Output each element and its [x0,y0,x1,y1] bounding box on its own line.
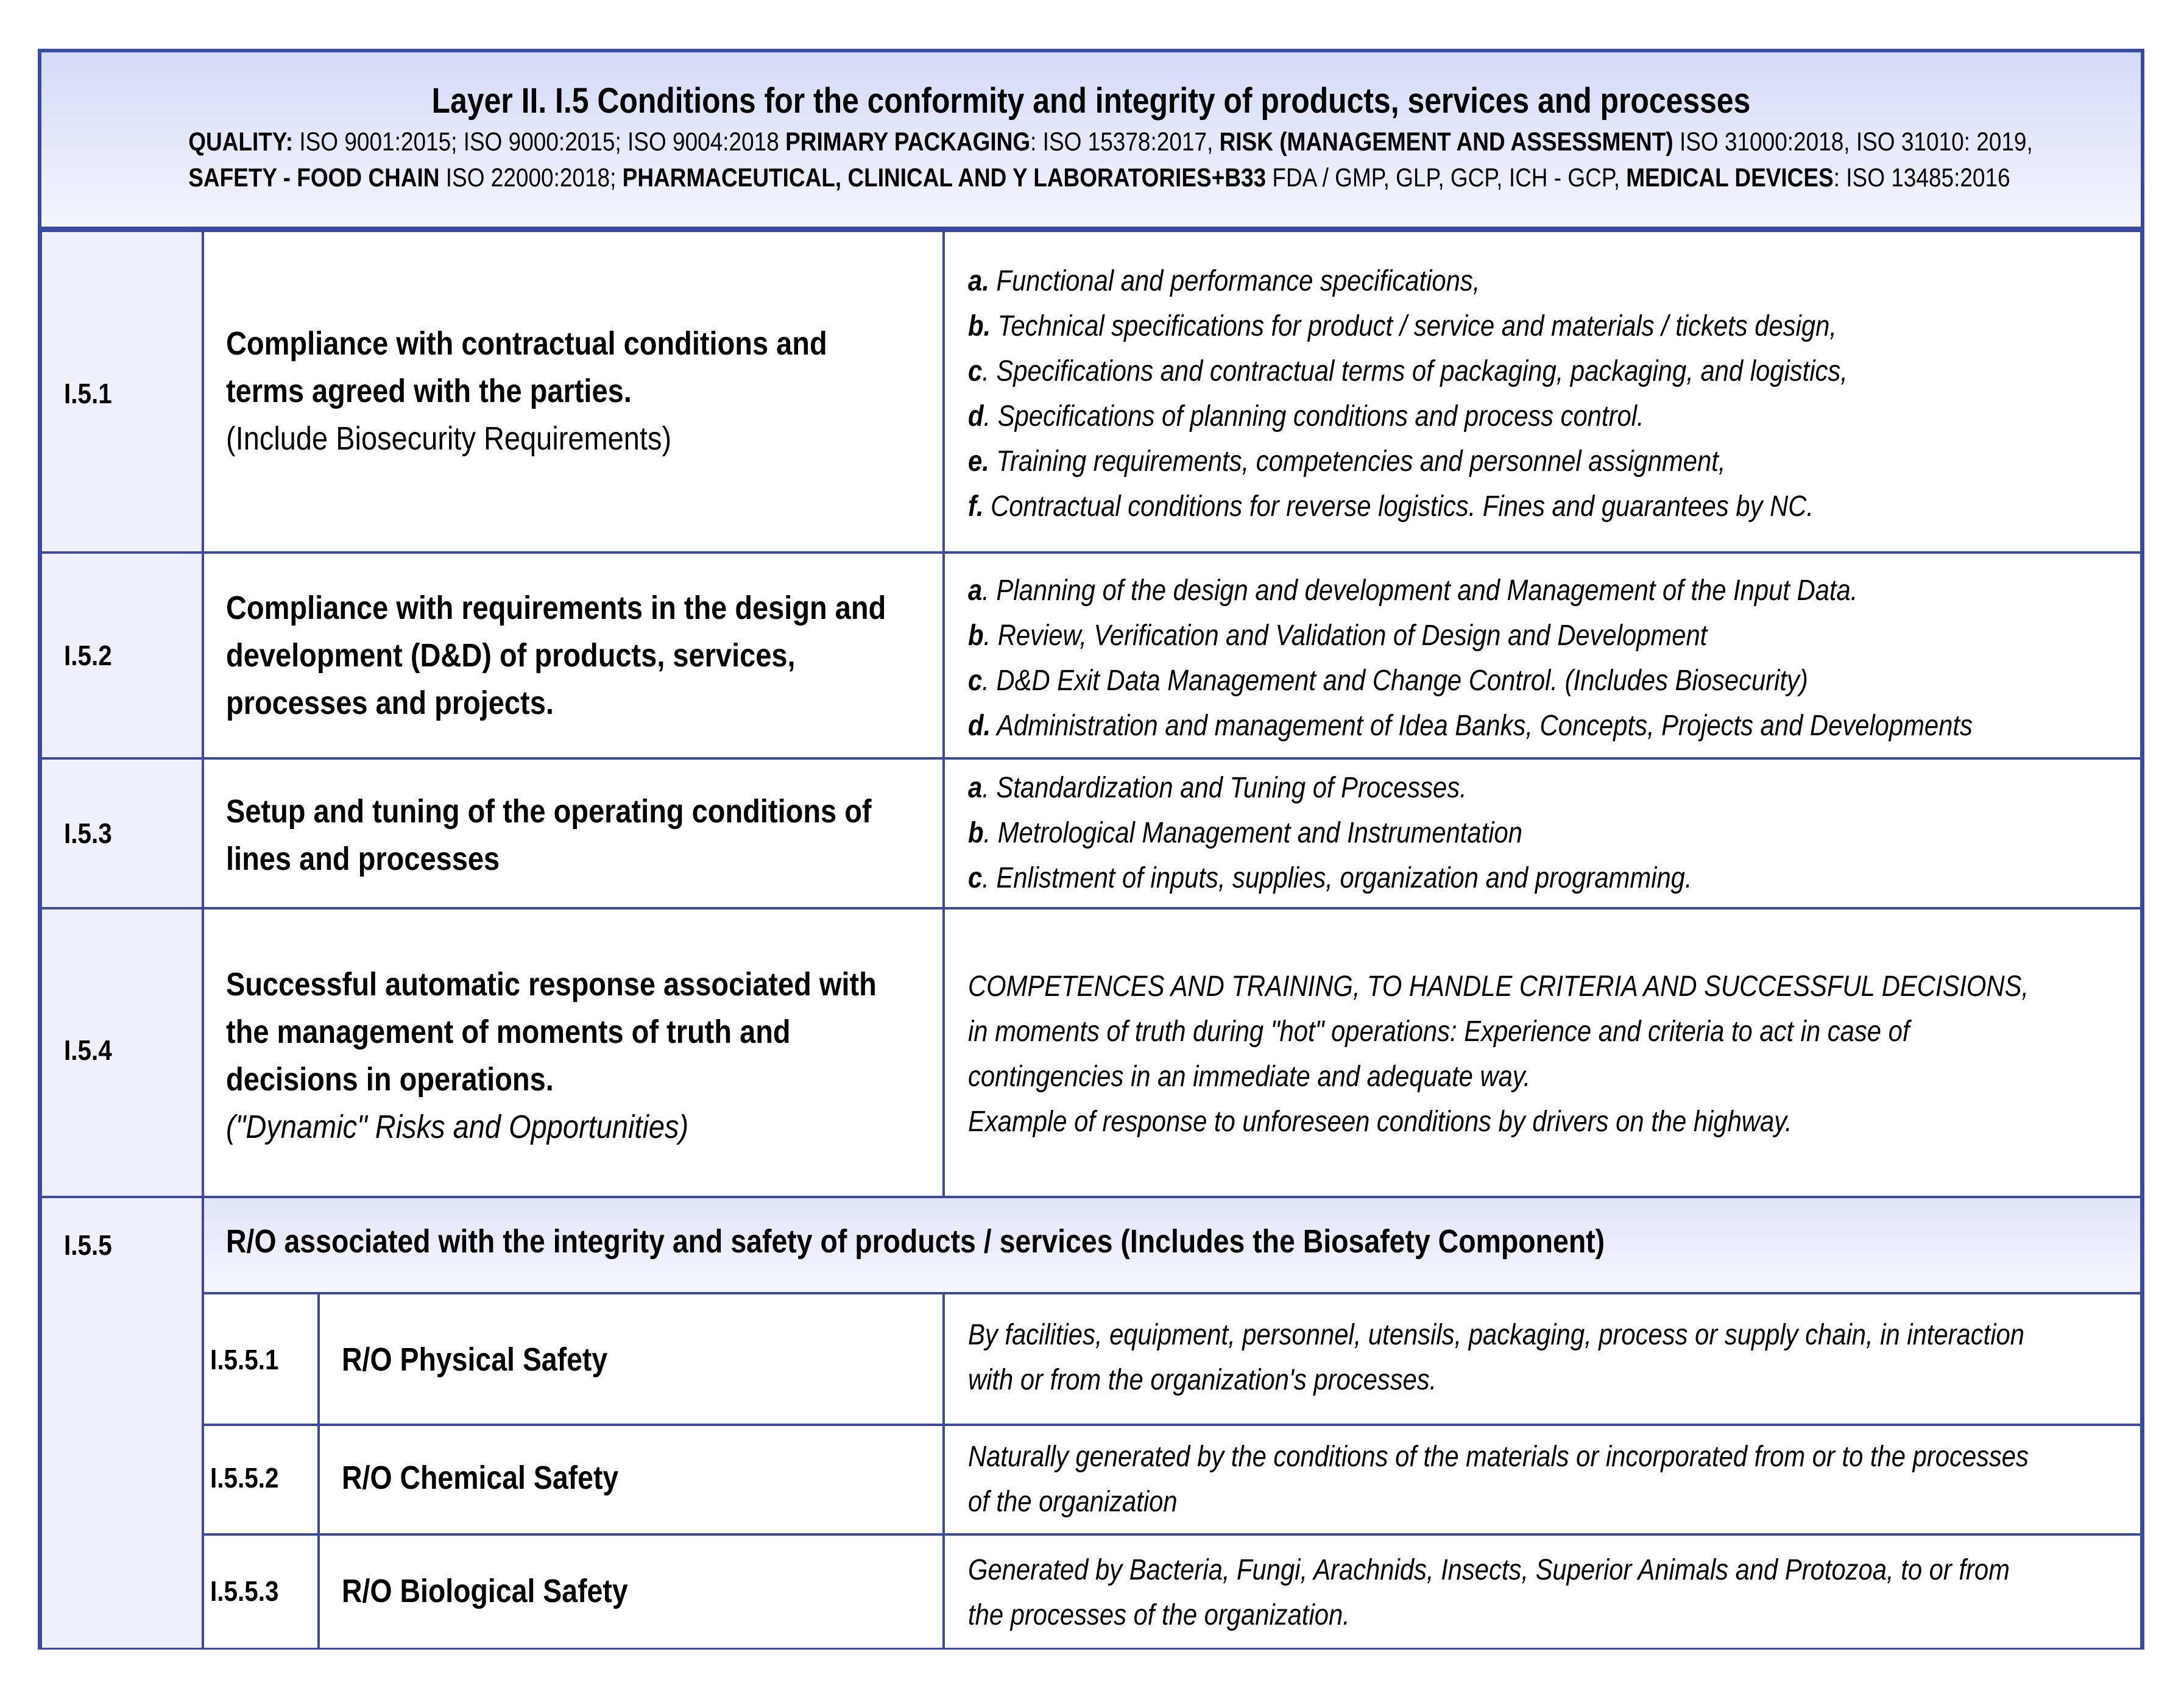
description-cell [943,552,2142,759]
description-text: Generated by Bacteria, Fungi, Arachnids, Insects, Superior Animals and Protozoa, to or from the processes of the organization. [968,1554,2010,1631]
list-item: f. Contractual conditions for reverse logistics. Fines and guarantees by NC. [968,490,1814,523]
subrow-id: I.5.5.3 [210,1575,279,1607]
item-list [968,766,2028,901]
topic-text: Setup and tuning of the operating conditions of lines and processes [226,793,872,877]
list-item: b. Technical specifications for product / service and materials / tickets design, [968,310,1837,342]
subrow-id: I.5.5.1 [210,1344,279,1375]
topic-note: ("Dynamic" Risks and Opportunities) [226,1109,689,1145]
topic-text: Compliance with contractual conditions and terms agreed with the parties. (Include Biosecurity Requirements) [226,320,915,462]
topic-cell [202,758,944,909]
standards-line-2: SAFETY - FOOD CHAIN ISO 22000:2018; PHARMACEUTICAL, CLINICAL AND Y LABORATORIES+B33 FDA / GMP, GLP, GCP, ICH - GCP, MEDICAL DEVICES: ISO 13485:2016 [188,163,2010,192]
topic-cell [202,908,944,1198]
topic-note: (Include Biosecurity Requirements) [226,420,672,457]
description-text: Naturally generated by the conditions of the materials or incorporated from or to the processes of the organization [968,1441,2029,1518]
section-title: R/O associated with the integrity and safety of products / services (Includes the Biosafety Component) [226,1223,1605,1260]
topic-cell [202,552,944,759]
description-cell [943,1293,2142,1425]
subtopic-cell [318,1424,944,1535]
subrow-id-cell [202,1424,319,1535]
subrow-id: I.5.5.2 [210,1462,279,1494]
item-list [968,568,2028,749]
description-cell [943,1424,2142,1535]
list-item: d. Administration and management of Idea Banks, Concepts, Projects and Developments [968,710,1973,742]
row-id: I.5.1 [64,378,112,409]
page-title: Layer II. I.5 Conditions for the conformity and integrity of products, services and processes [431,81,1751,121]
paragraph: COMPETENCES AND TRAINING, TO HANDLE CRITERIA AND SUCCESSFUL DECISIONS, in moments of truth during "hot" operations: Experience and criteria to act in case of contingencies in an immediate and adequate way. Example of response to unforeseen conditions by drivers on the highway. [968,970,2029,1138]
topic-text: Compliance with requirements in the design and development (D&D) of products, services, processes and projects. [226,590,886,721]
section-title-band [202,1196,2142,1294]
list-item: a. Standardization and Tuning of Processes. [968,772,1467,804]
description-cell [943,230,2142,553]
row-id: I.5.4 [64,1034,112,1066]
subtopic-text: R/O Chemical Safety [342,1460,619,1496]
list-item: b. Metrological Management and Instrumentation [968,817,1522,849]
list-item: d. Specifications of planning conditions and process control. [968,400,1644,432]
description-cell [943,908,2142,1198]
list-item: c. Specifications and contractual terms of packaging, packaging, and logistics, [968,355,1848,387]
header-band [38,49,2144,230]
row-id-cell [40,1196,203,1650]
list-item: e. Training requirements, competencies and personnel assignment, [968,445,1726,478]
row-id: I.5.2 [64,640,112,671]
list-item: a. Functional and performance specifications, [968,265,1480,297]
subrow-id-cell [202,1534,319,1650]
item-list [968,259,2028,529]
subtopic-text: R/O Biological Safety [342,1573,628,1609]
subrow-id-cell [202,1293,319,1425]
description-cell [943,758,2142,909]
list-item: c. D&D Exit Data Management and Change Control. (Includes Biosecurity) [968,665,1808,697]
subtopic-cell [318,1293,944,1425]
row-id-cell [40,230,203,553]
list-item: c. Enlistment of inputs, supplies, organization and programming. [968,862,1692,894]
row-id-cell [40,552,203,759]
row-id-cell [40,908,203,1198]
description-cell [943,1534,2142,1650]
row-id-cell [40,758,203,909]
subtopic-cell [318,1534,944,1650]
standards-line-1: QUALITY: ISO 9001:2015; ISO 9000:2015; ISO 9004:2018 PRIMARY PACKAGING: ISO 15378:2017, RISK (MANAGEMENT AND ASSESSMENT) ISO 31000:2018, ISO 31010: 2019, [188,127,2033,157]
topic-cell [202,230,944,553]
description-text: By facilities, equipment, personnel, utensils, packaging, process or supply chain, in interaction with or from the organization's processes. [968,1319,2024,1396]
list-item: a. Planning of the design and development and Management of the Input Data. [968,574,1858,607]
row-id: I.5.3 [64,817,112,849]
subtopic-text: R/O Physical Safety [342,1341,608,1378]
row-id: I.5.5 [64,1229,112,1261]
list-item: b. Review, Verification and Validation of Design and Development [968,620,1708,652]
topic-text: Successful automatic response associated with the management of moments of truth and decisions in operations. ("Dynamic" Risks and Opportunities) [226,961,915,1151]
